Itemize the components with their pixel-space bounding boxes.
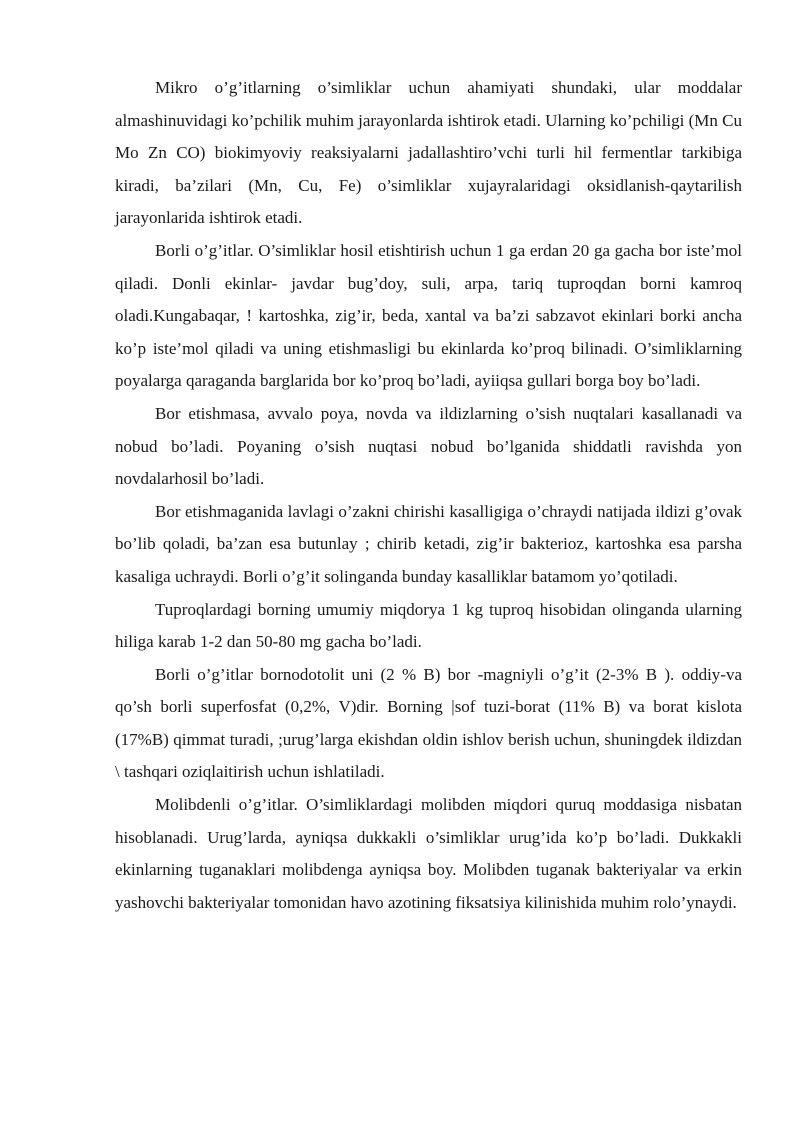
paragraph-boron-diseases: Bor etishmaganida lavlagi o’zakni chirishi kasalligiga o’chraydi natijada ildizi g’ovak bo’lib qoladi, ba’zan esa butunlay ; chirib ketadi, zig’ir bakterioz, kartoshka esa parsha kasaliga uchraydi. Borli o’g’it solinganda bunday kasalliklar batamom yo’qotiladi.	[115, 501, 742, 586]
paragraph-boron-deficiency: Bor etishmasa, avvalo poya, novda va ildizlarning o’sish nuqtalari kasallanadi va nobud bo’ladi. Poyaning o’sish nuqtasi nobud bo’lganida shiddatli ravishda yon novdalarhosil bo’ladi.	[115, 403, 742, 489]
paragraph-boron-fertilizers: Borli o’g’itlar. O’simliklar hosil etishtirish uchun 1 ga erdan 20 ga gacha bor iste’mol qiladi. Donli ekinlar- javdar bug’doy, suli, arpa, tariq tuproqdan borni kamroq oladi.Kungabaqar, ! kartoshka, zig’ir, beda, xantal va ba’zi sabzavot ekinlari borki ancha ko’p iste’mol qiladi va uning etishmasligi bu ekinlarda ko’proq bilinadi. O’simliklarning poyalarga qaraganda barglarida bor ko’proq bo’ladi, ayiiqsa gullari borga boy bo’ladi.	[115, 240, 742, 391]
paragraph-micro-fertilizers: Mikro o’g’itlarning o’simliklar uchun ahamiyati shundaki, ular moddalar almashinuvidagi ko’pchilik muhim jarayonlarda ishtirok etadi. Ularning ko’pchiligi (Mn Cu Mo Zn CO) biokimyoviy reaksiyalarni jadallashtiro’vchi turli hil fermentlar tarkibiga kiradi, ba’zilari (Mn, Cu, Fe) o’simliklar xujayralaridagi oksidlanish-qaytarilish jarayonlarida ishtirok etadi.	[115, 78, 742, 228]
paragraph-boron-fertilizer-types: Borli o’g’itlar bornodotolit uni (2 % B) bor -magniyli o’g’it (2-3% B ). oddiy-va qo’sh borli superfosfat (0,2%, V)dir. Borning |sof tuzi-borat (11% B) va borat kislota (17%B) qimmat turadi, ;urug’larga ekishdan oldin ishlov berish uchun, shuningdek ildizdan \ tashqari oziqlaitirish uchun ishlatiladi.	[115, 664, 742, 782]
paragraph-molybdenum-fertilizers: Molibdenli o’g’itlar. O’simliklardagi molibden miqdori quruq moddasiga nisbatan hisoblanadi. Urug’larda, ayniqsa dukkakli o’simliklar urug’ida ko’p bo’ladi. Dukkakli ekinlarning tuganaklari molibdenga ayniqsa boy. Molibden tuganak bakteriyalar va erkin yashovchi bakteriyalar tomonidan havo azotining fiksatsiya kilinishida muhim rolo’ynaydi.	[115, 795, 742, 912]
document-body	[115, 72, 742, 919]
paragraph-soil-boron-content: Tuproqlardagi borning umumiy miqdorya 1 kg tuproq hisobidan olinganda ularning hiliga karab 1-2 dan 50-80 mg gacha bo’ladi.	[115, 599, 742, 652]
